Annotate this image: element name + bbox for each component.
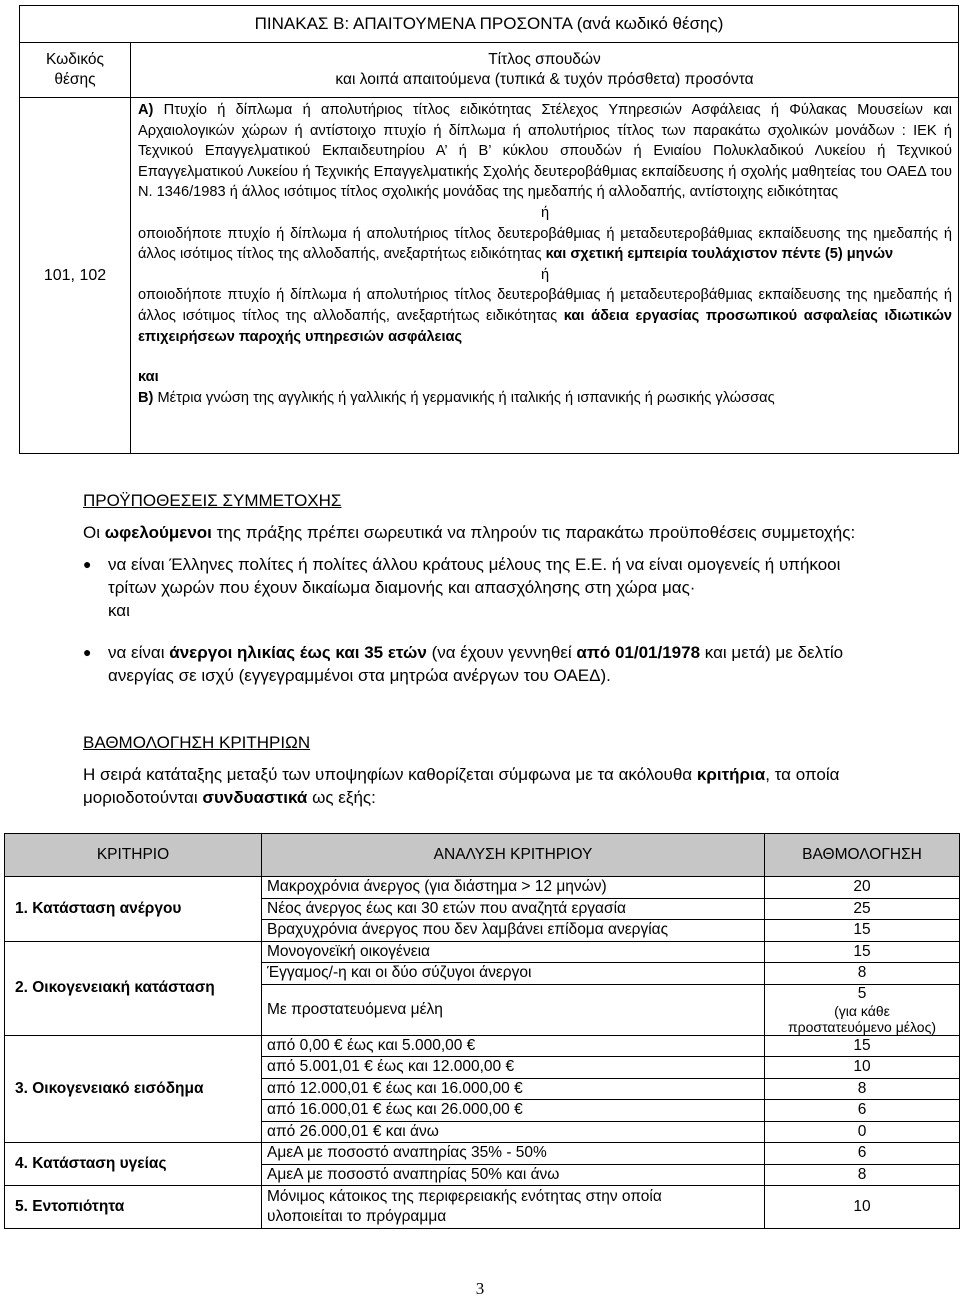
intro-pre: Οι <box>83 523 100 542</box>
qualifications-table <box>19 5 959 454</box>
scoring-section <box>83 731 883 809</box>
criteria-table <box>4 833 960 1229</box>
table-row <box>5 941 960 963</box>
requirement-3-text: οποιοδήποτε πτυχίο ή δίπλωμα ή απολυτήριος τίτλος δευτεροβάθμιας ή μεταδευτεροβάθμιας εκπαίδευσης της ημεδαπής ή άλλος ισότιμος τίτλος της αλλοδαπής, ανεξαρτήτως ειδικότητας <box>138 287 953 324</box>
header-score: ΒΑΘΜΟΛΟΓΗΣΗ <box>765 834 960 877</box>
requirements-content <box>131 98 959 454</box>
list-item <box>83 641 883 687</box>
or-separator-2: ή <box>540 266 550 283</box>
requirement-2-experience: σχετική εμπειρία τουλάχιστον πέντε (5) μηνών <box>570 246 894 263</box>
page-number: 3 <box>475 1279 485 1298</box>
conditions-heading: ΠΡΟΫΠΟΘΕΣΕΙΣ ΣΥΜΜΕΤΟΧΗΣ <box>83 491 342 510</box>
row-points: 8 <box>765 963 960 985</box>
category-locality: 5. Εντοπιότητα <box>5 1186 262 1229</box>
condition-2-date: από 01/01/1978 <box>576 643 701 662</box>
header-req-line1: Τίτλος σπουδών <box>488 51 601 68</box>
points-note-2: προστατευόμενο μέλος) <box>788 1018 936 1035</box>
row-points: 0 <box>765 1121 960 1143</box>
row-points: 10 <box>765 1057 960 1079</box>
row-text: από 5.001,01 € έως και 12.000,00 € <box>262 1057 765 1079</box>
points-note-1: (για κάθε <box>834 1002 890 1019</box>
intro-beneficiaries: ωφελούμενοι <box>104 523 212 542</box>
row-text: Βραχυχρόνια άνεργος που δεν λαμβάνει επίδομα ανεργίας <box>262 920 765 942</box>
row-text: από 0,00 € έως και 5.000,00 € <box>262 1035 765 1057</box>
row-points: 6 <box>765 1143 960 1165</box>
conditions-intro <box>83 521 883 544</box>
header-requirements <box>131 43 959 98</box>
requirement-2-and: και <box>545 246 567 263</box>
requirement-a-text: Πτυχίο ή δίπλωμα ή απολυτήριος τίτλος ειδικότητας Στέλεχος Υπηρεσιών Ασφάλειας ή Φύλακας Μουσείων και Αρχαιολογικών χώρων ή αντίστοιχο πτυχίο ή δίπλωμα ή απολυτήριος τίτλος των παρακάτω σχολικών μονάδων : ΙΕΚ ή Τεχνικού Επαγγελματικού Εκπαιδευτηρίου Α’ ή Β’ κύκλου σπουδών ή Ενιαίου Πολυκλαδικού Λυκείου ή Τεχνικού Επαγγελματικού Λυκείου ή Τεχνικής Επαγγελματικής Σχολής δευτεροβάθμιας εκπαίδευσης ή σχολής μαθητείας του ΟΑΕΔ του Ν. 1346/1983 ή άλλος ισότιμος τίτλος σχολικής μονάδας της ημεδαπής ή αλλοδαπής, αντίστοιχης ειδικότητας <box>138 102 953 201</box>
scoring-combined-word: συνδυαστικά <box>202 788 308 807</box>
category-family-income: 3. Οικογενειακό εισόδημα <box>5 1035 262 1143</box>
scoring-intro <box>83 763 883 809</box>
row-points: 20 <box>765 877 960 899</box>
row-text: Έγγαμος/-η και οι δύο σύζυγοι άνεργοι <box>262 963 765 985</box>
row-points: 15 <box>765 920 960 942</box>
header-code-line1: Κωδικός <box>46 51 104 68</box>
row-text: ΑμεΑ με ποσοστό αναπηρίας 35% - 50% <box>262 1143 765 1165</box>
row-text: Μακροχρόνια άνεργος (για διάστημα > 12 μηνών) <box>262 877 765 899</box>
row-text: από 12.000,01 € έως και 16.000,00 € <box>262 1078 765 1100</box>
row-points: 8 <box>765 1078 960 1100</box>
conditions-list <box>83 553 883 687</box>
row-points <box>765 984 960 1035</box>
row-text: από 16.000,01 € έως και 26.000,00 € <box>262 1100 765 1122</box>
participation-conditions <box>83 489 883 687</box>
position-code: 101, 102 <box>20 98 131 454</box>
row-text: Μονογονεϊκή οικογένεια <box>262 941 765 963</box>
and-separator: και <box>138 369 159 386</box>
table-row <box>5 1143 960 1165</box>
condition-1-and: και <box>108 601 130 620</box>
row-text: Με προστατευόμενα μέλη <box>262 984 765 1035</box>
header-position-code <box>20 43 131 98</box>
row-text: από 26.000,01 € και άνω <box>262 1121 765 1143</box>
table-row <box>5 1186 960 1229</box>
category-health: 4. Κατάσταση υγείας <box>5 1143 262 1186</box>
table-title: ΠΙΝΑΚΑΣ Β: ΑΠΑΙΤΟΥΜΕΝΑ ΠΡΟΣΟΝΤΑ (ανά κωδικό θέσης) <box>20 6 959 43</box>
requirement-2 <box>138 224 952 265</box>
requirement-3 <box>138 285 952 347</box>
requirement-2-text: οποιοδήποτε πτυχίο ή δίπλωμα ή απολυτήριος τίτλος δευτεροβάθμιας ή μεταδευτεροβάθμιας εκπαίδευσης της ημεδαπής ή άλλος ισότιμος τίτλος της αλλοδαπής, ανεξαρτήτως ειδικότητας <box>138 225 953 263</box>
requirement-3-license: και άδεια εργασίας προσωπικού ασφαλείας ιδιωτικών επιχειρήσεων παροχής υπηρεσιών ασφάλειας <box>138 307 953 345</box>
category-unemployment: 1. Κατάσταση ανέργου <box>5 877 262 942</box>
row-text-line2: υλοποιείται το πρόγραμμα <box>267 1208 447 1225</box>
table-row <box>5 877 960 899</box>
condition-2-mid: (να έχουν γεννηθεί <box>431 643 572 662</box>
requirement-a <box>138 100 952 203</box>
points-value: 5 <box>857 984 867 1002</box>
header-req-line2: και λοιπά απαιτούμενα (τυπικά & τυχόν πρόσθετα) προσόντα <box>335 71 754 88</box>
requirement-b <box>138 388 952 409</box>
bullet-icon: ● <box>83 556 92 572</box>
row-points: 10 <box>765 1186 960 1229</box>
requirement-b-text: Μέτρια γνώση της αγγλικής ή γαλλικής ή γερμανικής ή ιταλικής ή ισπανικής ή ρωσικής γλώσσας <box>157 389 775 406</box>
row-points: 15 <box>765 941 960 963</box>
row-points: 15 <box>765 1035 960 1057</box>
row-text-line1: Μόνιμος κάτοικος της περιφερειακής ενότητας στην οποία <box>267 1188 662 1205</box>
or-separator-1: ή <box>540 204 550 221</box>
table-row <box>5 1035 960 1057</box>
condition-1-text: να είναι Έλληνες πολίτες ή πολίτες άλλου κράτους μέλους της Ε.Ε. ή να είναι ομογενείς ή υπήκοοι τρίτων χωρών που έχουν δικαίωμα διαμονής και απασχόλησης στη χώρα μας· <box>108 555 841 597</box>
scoring-intro-post: ως εξής: <box>312 788 376 807</box>
scoring-intro-mid: , τα οποία μοριοδοτούνται <box>83 765 840 807</box>
condition-2-post: και μετά) με δελτίο ανεργίας σε ισχύ (εγγεγραμμένοι στα μητρώα ανέργων του ΟΑΕΔ). <box>108 643 844 685</box>
label-a: Α) <box>138 102 154 118</box>
row-text <box>262 1186 765 1229</box>
label-b: Β) <box>138 389 154 406</box>
bullet-icon: ● <box>83 644 92 660</box>
row-text: ΑμεΑ με ποσοστό αναπηρίας 50% και άνω <box>262 1164 765 1186</box>
condition-2-pre: να είναι <box>108 643 165 662</box>
header-criterion: ΚΡΙΤΗΡΙΟ <box>5 834 262 877</box>
intro-post: της πράξης πρέπει σωρευτικά να πληρούν τις παρακάτω προϋποθέσεις συμμετοχής: <box>216 523 856 542</box>
category-family-status: 2. Οικογενειακή κατάσταση <box>5 941 262 1035</box>
row-points: 25 <box>765 898 960 920</box>
row-points: 8 <box>765 1164 960 1186</box>
header-analysis: ΑΝΑΛΥΣΗ ΚΡΙΤΗΡΙΟΥ <box>262 834 765 877</box>
header-code-line2: θέσης <box>54 71 96 88</box>
row-points: 6 <box>765 1100 960 1122</box>
list-item <box>83 553 883 622</box>
scoring-heading: ΒΑΘΜΟΛΟΓΗΣΗ ΚΡΙΤΗΡΙΩΝ <box>83 733 311 752</box>
row-text: Νέος άνεργος έως και 30 ετών που αναζητά εργασία <box>262 898 765 920</box>
scoring-intro-pre: Η σειρά κατάταξης μεταξύ των υποψηφίων καθορίζεται σύμφωνα με τα ακόλουθα <box>83 765 693 784</box>
scoring-criteria-word: κριτήρια <box>696 765 766 784</box>
condition-2-age: άνεργοι ηλικίας έως και 35 ετών <box>169 643 427 662</box>
